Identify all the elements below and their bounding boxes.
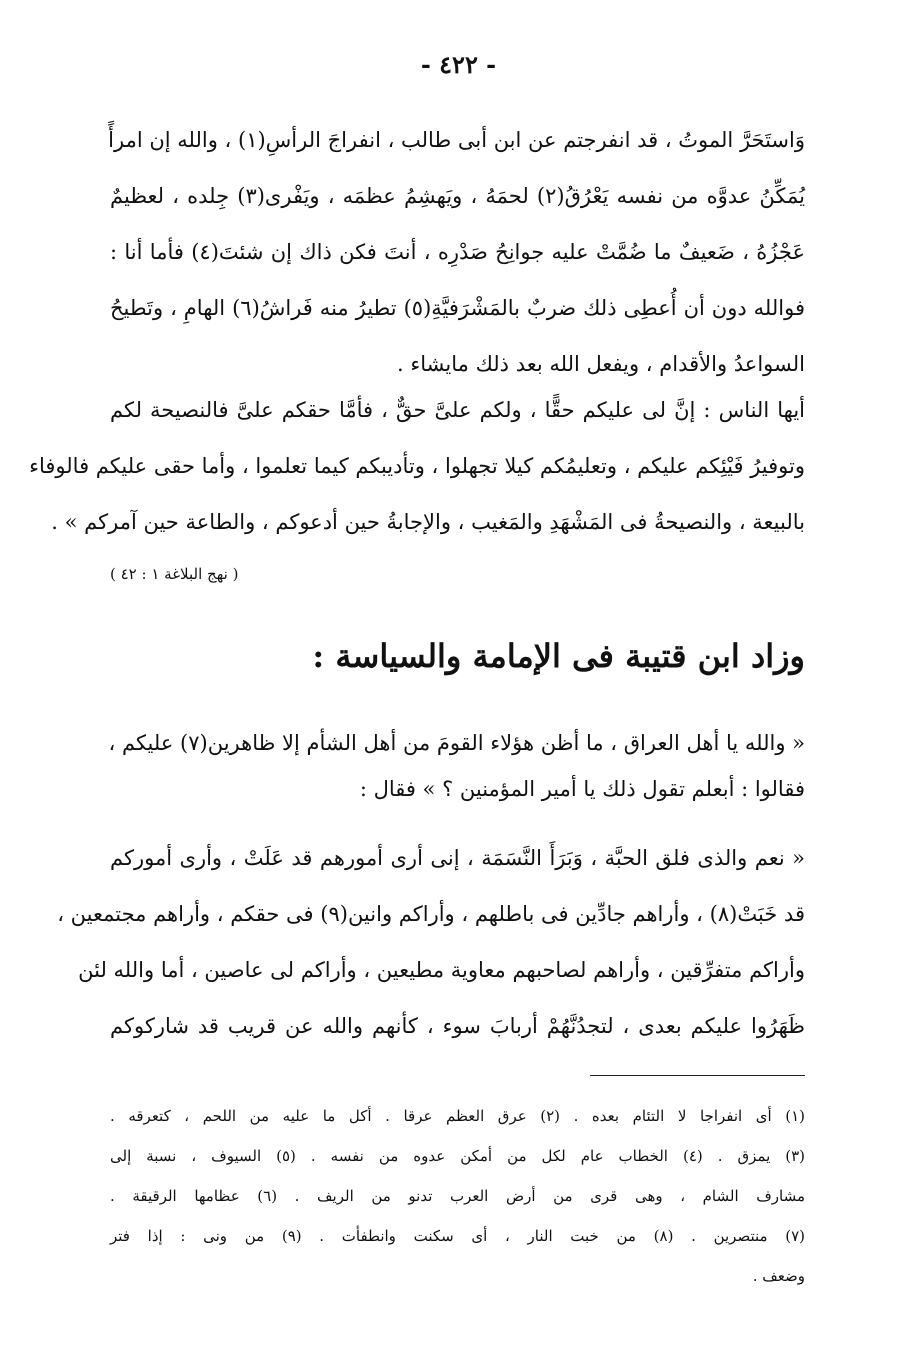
footnote-line: مشارف الشام ، وهى قرى من أرض العرب تدنو من الريف . (٦) عظامها الرقيقة . bbox=[110, 1187, 806, 1205]
text-line: يُمَكِّنُ عدوَّه من نفسه يَعْرُقُ(٢) لحمَهُ ، ويَهشِمُ عظمَه ، ويَفْرى(٣) جِلده ، لعظيمٌ bbox=[110, 184, 805, 208]
footnote-divider bbox=[590, 1075, 805, 1076]
text-line: أيها الناس : إنَّ لى عليكم حقًّا ، ولكم علىَّ حقٌّ ، فأمَّا حقكم علىَّ فالنصيحة لكم bbox=[110, 398, 805, 422]
text-line: فقالوا : أبعلم تقول ذلك يا أمير المؤمنين ؟ » فقال : bbox=[359, 777, 805, 801]
text-line: قد خَبَتْ(٨) ، وأراهم جادِّين فى باطلهم ، وأراكم وانين(٩) فى حقكم ، وأراهم مجتمعين ، bbox=[57, 902, 805, 926]
paragraph-1 bbox=[110, 112, 805, 392]
footnote-line: (١) أى انفراجا لا التئام بعده . (٢) عرق العظم عرقا . أكل ما عليه من اللحم ، كتعرقه . bbox=[110, 1107, 806, 1125]
paragraph-3 bbox=[110, 720, 805, 812]
page-number: - ٤٢٢ - bbox=[420, 50, 497, 79]
text-line: بالبيعة ، والنصيحةُ فى المَشْهَدِ والمَغيب ، والإجابةُ حين أدعوكم ، والطاعة حين آمركم » . bbox=[51, 510, 805, 534]
text-line: وأراكم متفرِّقين ، وأراهم لصاحبهم معاوية مطيعين ، وأراكم لى عاصين ، أما والله لئن bbox=[78, 958, 805, 982]
footnotes bbox=[110, 1096, 805, 1296]
section-heading: وزاد ابن قتيبة فى الإمامة والسياسة : bbox=[312, 637, 805, 675]
paragraph-4 bbox=[57, 830, 805, 1054]
text-line: وتوفيرُ فَيْئِكم عليكم ، وتعليمُكم كيلا تجهلوا ، وتأديبكم كيما تعلموا ، وأما حقى عليكم فالوفاء bbox=[29, 454, 805, 478]
text-line: « والله يا أهل العراق ، ما أظن هؤلاء القومَ من أهل الشأم إلا ظاهرين(٧) عليكم ، bbox=[108, 731, 805, 755]
text-line: فوالله دون أن أُعطِى ذلك ضربٌ بالمَشْرَفيَّةِ(٥) تطيرُ منه فَراشُ(٦) الهامِ ، وتَطيحُ bbox=[110, 296, 805, 320]
paragraph-2 bbox=[29, 382, 805, 550]
text-line: ظَهَرُوا عليكم بعدى ، لتجدُنَّهُمْ أربابَ سوء ، كأنهم والله عن قريب قد شاركوكم bbox=[110, 1014, 805, 1038]
footnote-line: (٧) منتصرين . (٨) من خبت النار ، أى سكنت وانطفأت . (٩) من ونى : إذا فتر bbox=[110, 1227, 805, 1245]
source-reference: ( نهج البلاغة ١ : ٤٢ ) bbox=[110, 565, 239, 583]
text-line: عَجْزُهُ ، ضَعيفٌ ما ضُمَّتْ عليه جوانِحُ صَدْرِه ، أنتَ فكن ذاك إن شئتَ(٤) فأما أنا : bbox=[110, 240, 805, 264]
footnote-line: (٣) يمزق . (٤) الخطاب عام لكل من أمكن عدوه من نفسه . (٥) السيوف ، نسبة إلى bbox=[110, 1147, 806, 1165]
footnote-line: وضعف . bbox=[752, 1267, 805, 1285]
text-line: وَاستَحَرَّ الموتُ ، قد انفرجتم عن ابن أبى طالب ، انفراجَ الرأسِ(١) ، والله إن امرأً bbox=[108, 128, 805, 152]
text-line: السواعدُ والأقدام ، ويفعل الله بعد ذلك مايشاء . bbox=[397, 352, 805, 376]
text-line: « نعم والذى فلق الحبَّة ، وَبَرَأَ النَّسَمَة ، إنى أرى أمورهم قد عَلَتْ ، وأرى أموركم bbox=[110, 846, 805, 870]
